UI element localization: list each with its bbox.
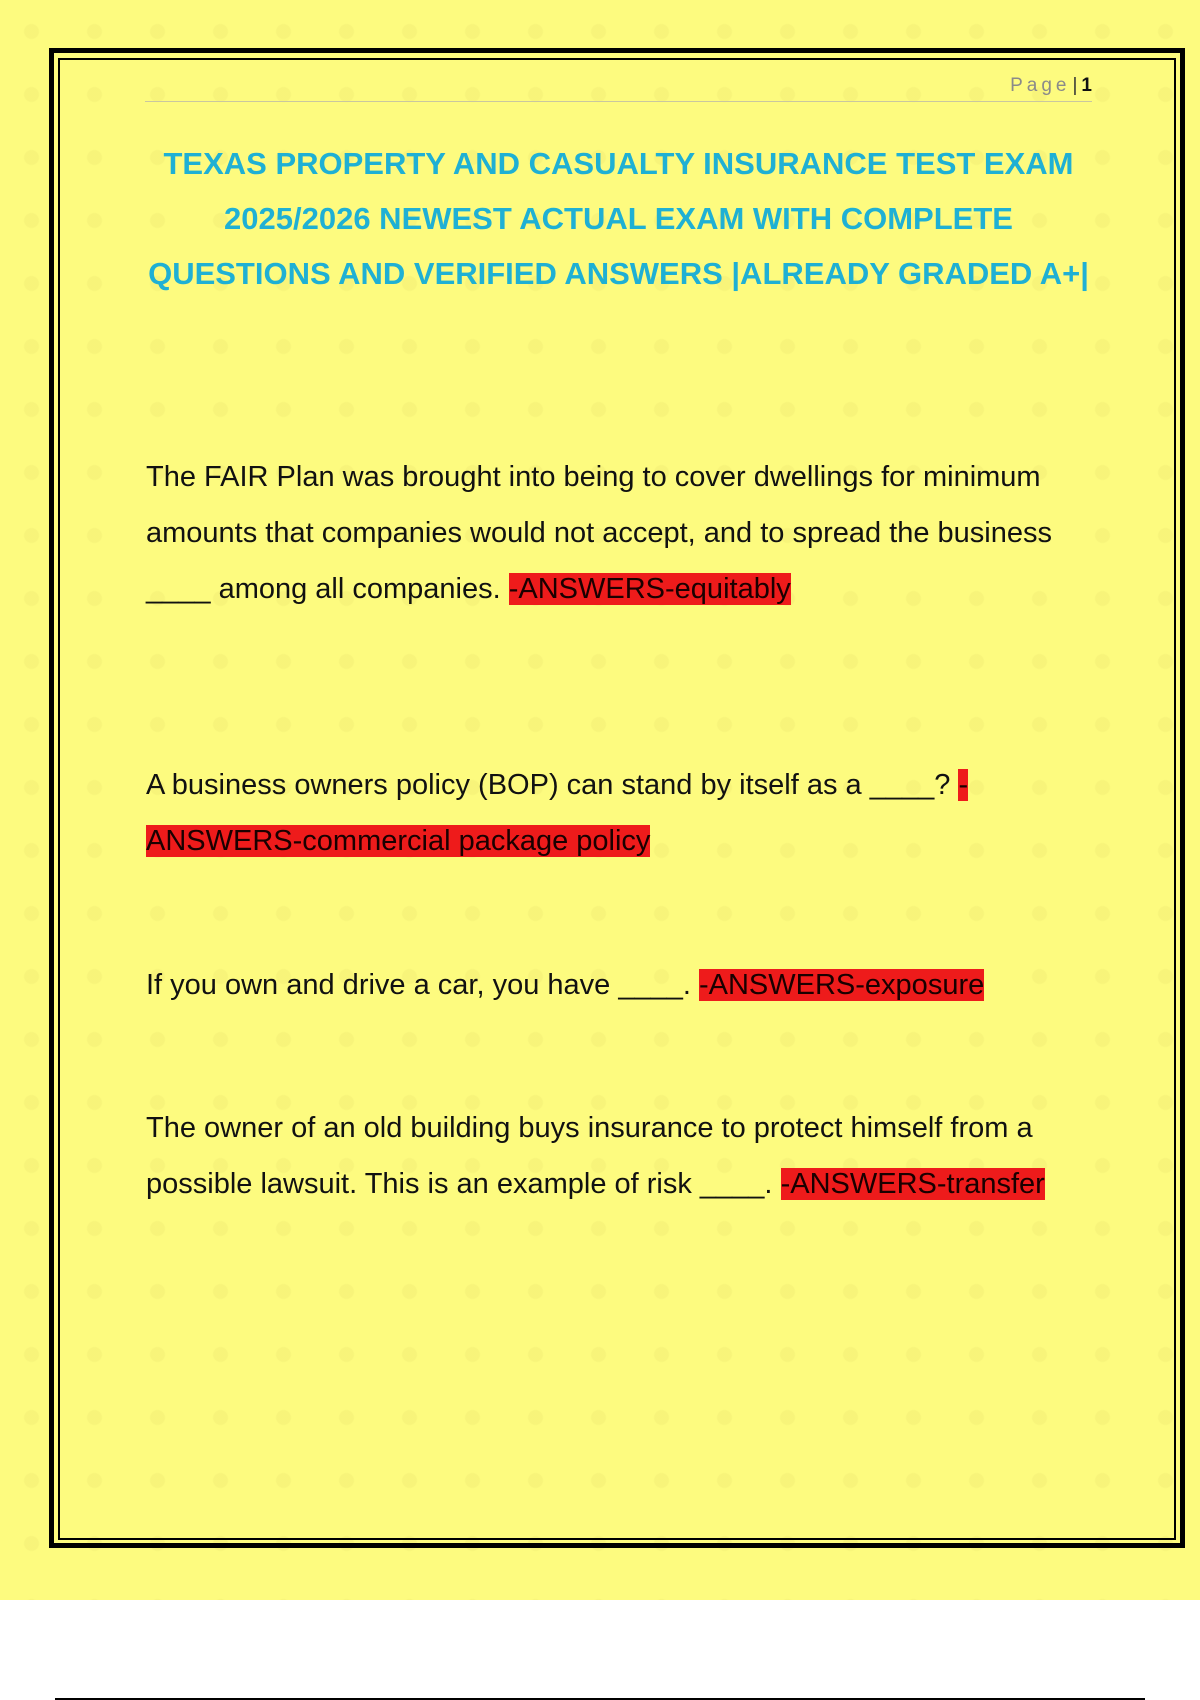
question-text: The FAIR Plan was brought into being to cover dwellings for minimum amounts that companies would not accept, and to spread the business ____ among all companies. xyxy=(146,461,1053,605)
question-block-2 xyxy=(146,757,1086,869)
answer-highlight: -ANSWERS-commercial package policy xyxy=(146,769,969,857)
question-block-3 xyxy=(146,957,1086,1013)
page-label: Page xyxy=(1010,75,1071,96)
question-text: A business owners policy (BOP) can stand by itself as a ____? xyxy=(146,769,951,801)
question-block-4 xyxy=(146,1100,1086,1212)
answer-highlight: -ANSWERS-exposure xyxy=(698,969,985,1001)
answer-highlight: -ANSWERS-equitably xyxy=(508,573,791,605)
question-text: If you own and drive a car, you have ____. xyxy=(146,969,691,1001)
page-header xyxy=(145,72,1092,102)
page-number: 1 xyxy=(1081,75,1092,96)
answer-highlight: -ANSWERS-transfer xyxy=(780,1168,1045,1200)
question-text: The owner of an old building buys insurance to protect himself from a possible lawsuit. This is an example of risk ____. xyxy=(146,1112,1033,1200)
document-title: TEXAS PROPERTY AND CASUALTY INSURANCE TEST EXAM 2025/2026 NEWEST ACTUAL EXAM WITH COMPLETE QUESTIONS AND VERIFIED ANSWERS |ALREADY GRADED A+| xyxy=(148,146,1089,291)
page-separator: | xyxy=(1072,75,1078,96)
question-block-1 xyxy=(146,449,1086,617)
